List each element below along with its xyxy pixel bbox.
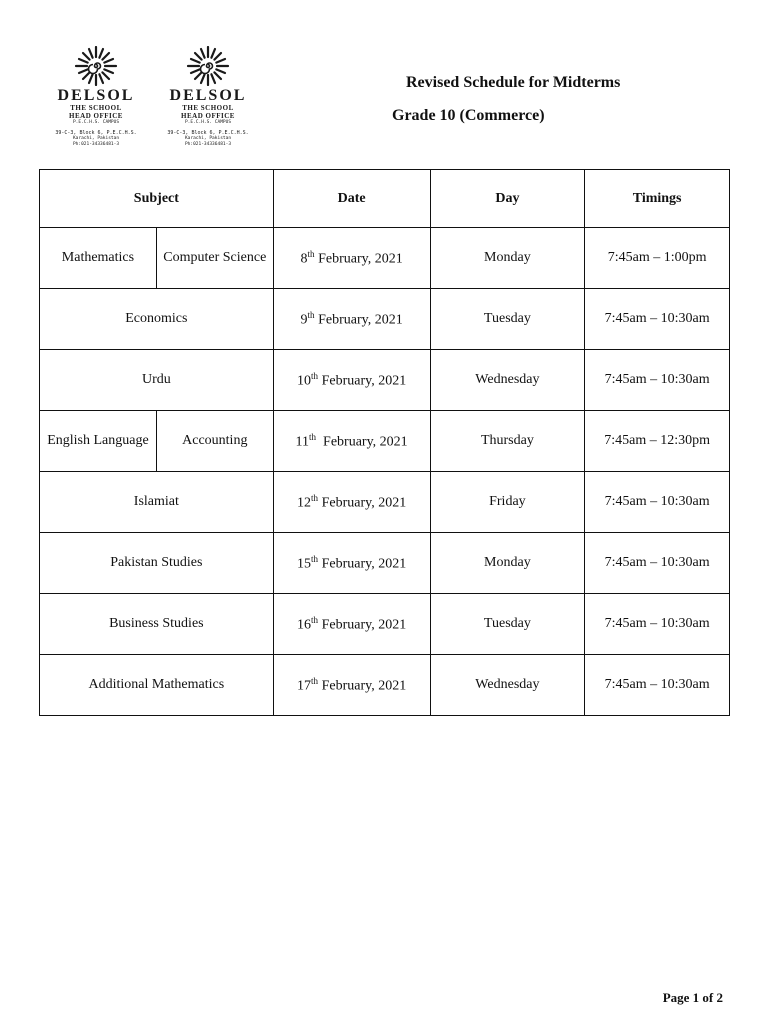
day-cell: Tuesday	[430, 594, 585, 655]
logo-address-line2: Karachi, Pakistan	[184, 136, 232, 141]
sun-spiral-icon	[70, 46, 122, 86]
logo-address-line2: Karachi, Pakistan	[72, 136, 120, 141]
school-logo	[44, 44, 148, 156]
timings-cell: 7:45am – 12:30pm	[585, 411, 730, 472]
table-row	[40, 655, 730, 716]
subject-cell: Islamiat	[40, 472, 274, 533]
day-cell: Monday	[430, 533, 585, 594]
day-cell: Friday	[430, 472, 585, 533]
timings-cell: 7:45am – 10:30am	[585, 594, 730, 655]
logo-subtitle: THE SCHOOL	[182, 104, 234, 112]
subject-cell: Business Studies	[40, 594, 274, 655]
timings-cell: 7:45am – 10:30am	[585, 350, 730, 411]
timings-cell: 7:45am – 10:30am	[585, 472, 730, 533]
date-cell: 11th February, 2021	[273, 411, 430, 472]
date-cell: 17th February, 2021	[273, 655, 430, 716]
date-cell: 16th February, 2021	[273, 594, 430, 655]
logo-name: DELSOL	[57, 87, 135, 104]
logo-address-line1: 39-C-3, Block 6, P.E.C.H.S.	[167, 130, 249, 136]
table-row	[40, 411, 730, 472]
logo-name: DELSOL	[169, 87, 247, 104]
header-timings: Timings	[585, 170, 730, 228]
subject-cell: Economics	[40, 289, 274, 350]
table-row	[40, 350, 730, 411]
subject-cell: Computer Science	[156, 228, 273, 289]
logo-campus: P.E.C.H.S. CAMPUS	[184, 120, 232, 125]
table-header-row	[40, 170, 730, 228]
day-cell: Wednesday	[430, 655, 585, 716]
date-cell: 12th February, 2021	[273, 472, 430, 533]
day-cell: Wednesday	[430, 350, 585, 411]
document-title: Revised Schedule for Midterms	[406, 74, 621, 91]
table-row	[40, 533, 730, 594]
subject-cell: Pakistan Studies	[40, 533, 274, 594]
page-number: Page 1 of 2	[662, 990, 723, 1005]
table-row	[40, 228, 730, 289]
date-cell: 15th February, 2021	[273, 533, 430, 594]
logo-phone: Ph:021-34336481-3	[72, 142, 120, 147]
table-row	[40, 472, 730, 533]
timings-cell: 7:45am – 1:00pm	[585, 228, 730, 289]
logo-office: HEAD OFFICE	[69, 112, 123, 120]
timings-cell: 7:45am – 10:30am	[585, 289, 730, 350]
date-cell: 10th February, 2021	[273, 350, 430, 411]
logo-subtitle: THE SCHOOL	[70, 104, 122, 112]
schedule-table	[39, 169, 730, 716]
day-cell: Tuesday	[430, 289, 585, 350]
table-row	[40, 289, 730, 350]
logo-office: HEAD OFFICE	[181, 112, 235, 120]
subject-cell: Mathematics	[40, 228, 157, 289]
logo-campus: P.E.C.H.S. CAMPUS	[72, 120, 120, 125]
logo-phone: Ph:021-34336481-3	[184, 142, 232, 147]
day-cell: Monday	[430, 228, 585, 289]
timings-cell: 7:45am – 10:30am	[585, 655, 730, 716]
header-day: Day	[430, 170, 585, 228]
subject-cell: Urdu	[40, 350, 274, 411]
header-date: Date	[273, 170, 430, 228]
document-subtitle: Grade 10 (Commerce)	[392, 107, 545, 124]
date-cell: 9th February, 2021	[273, 289, 430, 350]
subject-cell: Accounting	[156, 411, 273, 472]
sun-spiral-icon	[182, 46, 234, 86]
table-row	[40, 594, 730, 655]
subject-cell: English Language	[40, 411, 157, 472]
date-cell: 8th February, 2021	[273, 228, 430, 289]
subject-cell: Additional Mathematics	[40, 655, 274, 716]
header-subject: Subject	[40, 170, 274, 228]
day-cell: Thursday	[430, 411, 585, 472]
timings-cell: 7:45am – 10:30am	[585, 533, 730, 594]
logo-address-line1: 39-C-3, Block 6, P.E.C.H.S.	[55, 130, 137, 136]
school-logo	[156, 44, 260, 156]
